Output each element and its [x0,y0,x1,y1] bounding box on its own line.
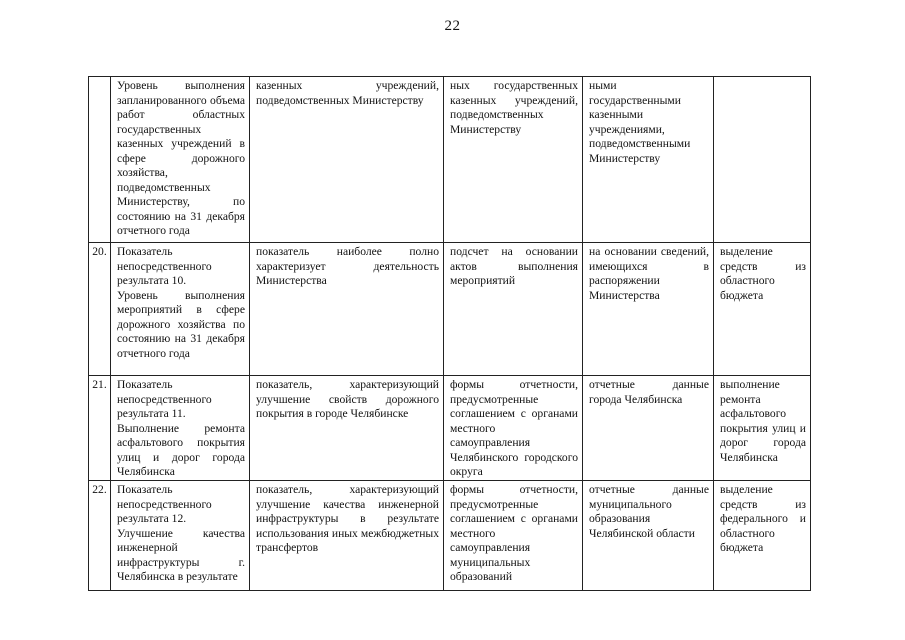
method-cell: формы отчетности, предусмотренные соглашением с органами местного самоуправления муниципальных образований [444,481,583,591]
indicator-cell [111,376,250,481]
indicator-title: Показатель непосредственного результата 10. [117,245,212,287]
indicator-text: Уровень выполнения мероприятий в сфере дорожного хозяйства по состоянию на 31 декабря отчетного года [117,288,245,360]
table-row [89,376,811,481]
indicator-text: Уровень выполнения запланированного объема работ областных государственных казенных учреждений в сфере дорожного хозяйства, подведомственных Министерству, по состоянию на 31 декабря отчетного года [117,79,245,237]
factor-cell: выполнение ремонта асфальтового покрытия улиц и дорог города Челябинска [714,376,811,481]
source-cell: ными государственными казенными учреждениями, подведомственными Министерству [583,77,714,243]
factor-cell [714,77,811,243]
indicator-cell [111,77,250,243]
indicator-text: Улучшение качества инженерной инфраструктуры г. Челябинска в результате [117,526,245,583]
characteristic-cell: показатель, характеризующий улучшение свойств дорожного покрытия в городе Челябинске [250,376,444,481]
source-cell: отчетные данные муниципального образования Челябинской области [583,481,714,591]
indicator-text: Выполнение ремонта асфальтового покрытия улиц и дорог города Челябинска [117,421,245,478]
row-number: 21. [89,376,111,481]
page-number: 22 [444,18,461,34]
table-row [89,243,811,376]
row-number [89,77,111,243]
characteristic-cell: показатель, характеризующий улучшение качества инженерной инфраструктуры в результате использования иных межбюджетных трансфертов [250,481,444,591]
factor-cell: выделение средств из областного бюджета [714,243,811,376]
method-cell: ных государственных казенных учреждений, подведомственных Министерству [444,77,583,243]
row-number: 22. [89,481,111,591]
indicator-title: Показатель непосредственного результата 12. [117,483,212,525]
indicator-title: Показатель непосредственного результата 11. [117,378,212,420]
characteristic-cell: казенных учреждений, подведомственных Министерству [250,77,444,243]
method-cell: формы отчетности, предусмотренные соглашением с органами местного самоуправления Челябинского городского округа [444,376,583,481]
indicator-cell [111,243,250,376]
source-cell: отчетные данные города Челябинска [583,376,714,481]
indicator-cell [111,481,250,591]
table-row [89,77,811,243]
table-row [89,481,811,591]
indicators-table [88,76,811,591]
factor-cell: выделение средств из федерального и областного бюджета [714,481,811,591]
method-cell: подсчет на основании актов выполнения мероприятий [444,243,583,376]
row-number: 20. [89,243,111,376]
characteristic-cell: показатель наиболее полно характеризует деятельность Министерства [250,243,444,376]
source-cell: на основании сведений, имеющихся в распоряжении Министерства [583,243,714,376]
